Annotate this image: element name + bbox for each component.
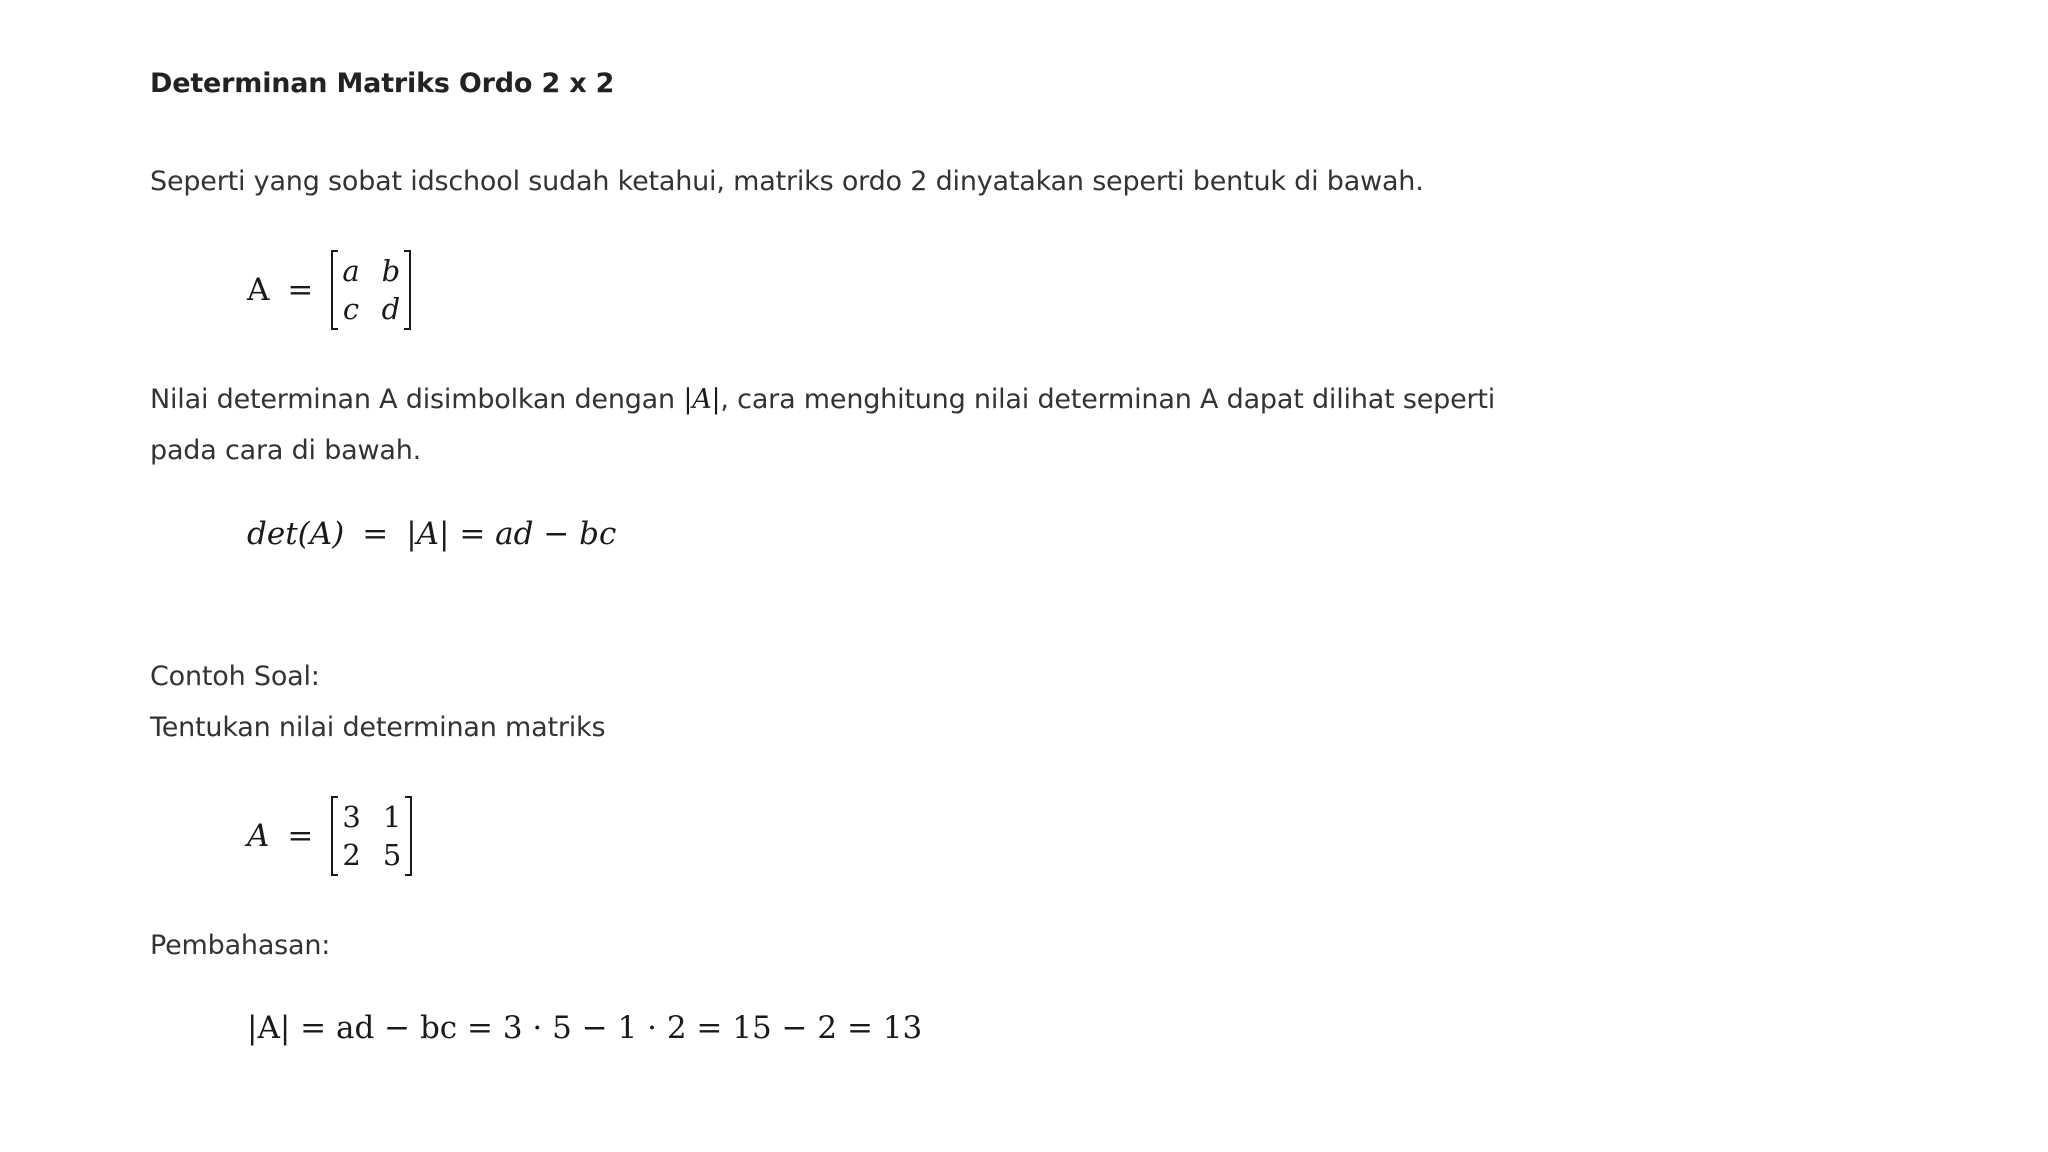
matrix-numeric [331,796,412,876]
determinant-symbol: |A| [683,384,721,415]
matrix-definition-equals: = [287,272,314,308]
matrix-cell: a [342,254,360,288]
example-question: Tentukan nilai determinan matriks [150,712,606,743]
matrix-cell: 2 [342,838,361,872]
formula-lhs: det(A) [247,516,345,552]
matrix-example-equals: = [287,818,314,854]
matrix-definition [247,250,411,330]
determinant-formula [247,516,616,552]
matrix-cell: d [381,292,401,326]
determinant-paragraph-line2: pada cara di bawah. [150,435,421,466]
solution-equation-text: |A| = ad − bc = 3 · 5 − 1 · 2 = 15 − 2 = 13 [247,1010,923,1046]
intro-paragraph: Seperti yang sobat idschool sudah ketahui, matriks ordo 2 dinyatakan seperti bentuk di bawah. [150,166,1424,197]
formula-rhs: |A| = ad − bc [406,516,617,552]
solution-label: Pembahasan: [150,930,331,961]
matrix-cell: c [342,292,360,326]
matrix-cell: 3 [342,800,361,834]
matrix-cell: 5 [382,838,402,872]
matrix-general [331,250,411,330]
matrix-cell: 1 [382,800,402,834]
section-heading: Determinan Matriks Ordo 2 x 2 [150,68,615,99]
matrix-example-lhs: A [247,818,270,854]
matrix-definition-lhs: A [247,272,270,308]
example-label: Contoh Soal: [150,661,320,692]
matrix-cell: b [381,254,401,288]
solution-equation [247,1010,922,1046]
formula-equals: = [362,516,389,552]
matrix-example [247,796,412,876]
determinant-paragraph: Nilai determinan A disimbolkan dengan |A|, cara menghitung nilai determinan A dapat dilihat seperti [150,384,1496,415]
